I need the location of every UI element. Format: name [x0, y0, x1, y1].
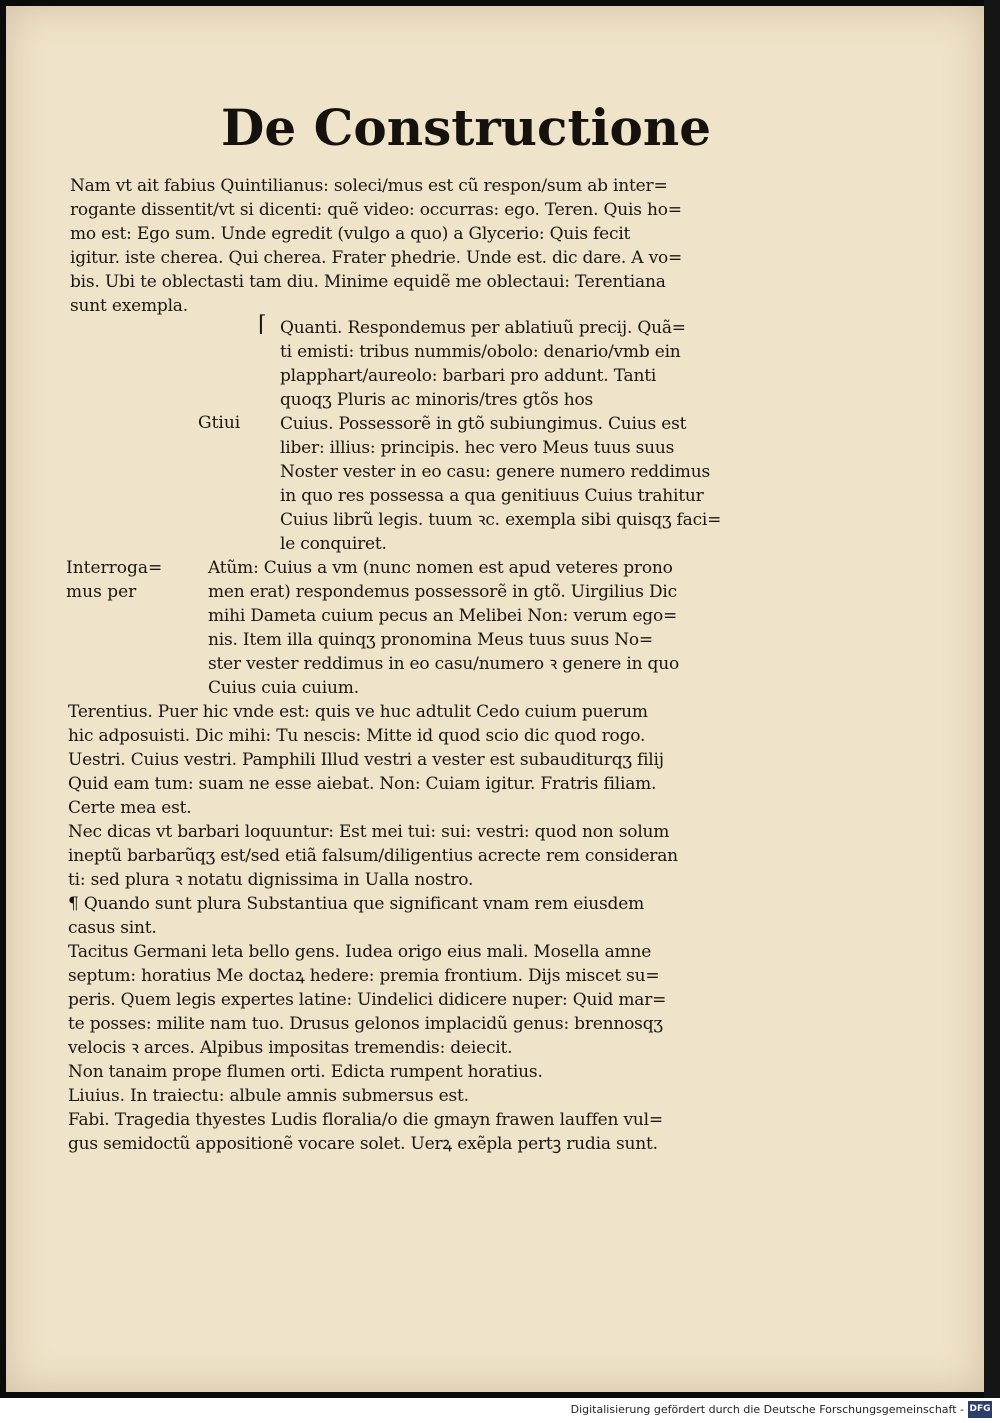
- quanti-block: [280, 316, 686, 412]
- funding-notice: Digitalisierung gefördert durch die Deutsche Forschungsgemeinschaft -: [570, 1403, 964, 1416]
- dfg-logo-icon: DFG: [968, 1401, 992, 1418]
- text-line: Atũm: Cuius a vm (nunc nomen est apud veteres prono: [208, 558, 673, 578]
- text-line: quoqʒ Pluris ac minoris/tres gtõs hos: [280, 390, 594, 410]
- text-line: in quo res possessa a qua genitiuus Cuius trahitur: [280, 486, 704, 506]
- bracket-mark: ⌈: [258, 312, 267, 337]
- text-line: igitur. iste cherea. Qui cherea. Frater phedrie. Unde est. dic dare. A vo=: [70, 248, 683, 268]
- text-line: mihi Dameta cuium pecus an Melibei Non: verum ego=: [208, 606, 678, 626]
- text-line: Fabi. Tragedia thyestes Ludis floralia/o die gmayn frawen lauffen vul=: [68, 1110, 663, 1130]
- text-line: Nec dicas vt barbari loquuntur: Est mei tui: sui: vestri: quod non solum: [68, 822, 670, 842]
- text-line: mo est: Ego sum. Unde egredit (vulgo a quo) a Glycerio: Quis fecit: [70, 224, 631, 244]
- text-line: Liuius. In traiectu: albule amnis submersus est.: [68, 1086, 469, 1106]
- intro-paragraph: [70, 174, 682, 318]
- side-label: [66, 556, 162, 604]
- text-line: men erat) respondemus possessorẽ in gtõ. Uirgilius Dic: [208, 582, 677, 602]
- text-line: Cuius librũ legis. tuum ꝛc. exempla sibi quisqʒ faci=: [280, 510, 722, 530]
- text-line: ineptũ barbarũqʒ est/sed etiã falsum/diligentius acrecte rem consideran: [68, 846, 678, 866]
- text-line: Non tanaim prope flumen orti. Edicta rumpent horatius.: [68, 1062, 543, 1082]
- text-line: Noster vester in eo casu: genere numero reddimus: [280, 462, 710, 482]
- text-line: Tacitus Germani leta bello gens. Iudea origo eius mali. Mosella amne: [68, 942, 652, 962]
- book-page: [6, 6, 984, 1392]
- text-line: rogante dissentit/vt si dicenti: quẽ video: occurras: ego. Teren. Quis ho=: [70, 200, 682, 220]
- text-line: casus sint.: [68, 918, 157, 938]
- text-line: le conquiret.: [280, 534, 387, 554]
- body-paragraphs: [68, 700, 678, 1156]
- text-line: Nam vt ait fabius Quintilianus: soleci/mus est cũ respon/sum ab inter=: [70, 176, 668, 196]
- genitive-label: Gtiui: [198, 413, 241, 433]
- text-line: hic adposuisti. Dic mihi: Tu nescis: Mitte id quod scio dic quod rogo.: [68, 726, 646, 746]
- text-line: nis. Item illa quinqʒ pronomina Meus tuus suus No=: [208, 630, 653, 650]
- cuius-block: [280, 412, 721, 556]
- cuium-block: [208, 556, 679, 700]
- text-line: sunt exempla.: [70, 296, 188, 316]
- book-edge: [984, 0, 1000, 1398]
- text-line: Uestri. Cuius vestri. Pamphili Illud vestri a vester est subauditurqʒ filij: [68, 750, 664, 770]
- page-title: De Constructione: [221, 98, 712, 157]
- text-line: plapphart/aureolo: barbari pro addunt. Tanti: [280, 366, 657, 386]
- text-line: ti emisti: tribus nummis/obolo: denario/vmb ein: [280, 342, 681, 362]
- text-line: Certe mea est.: [68, 798, 192, 818]
- text-line: mus per: [66, 582, 137, 602]
- text-line: Interroga=: [66, 558, 163, 578]
- text-line: te posses: milite nam tuo. Drusus gelonos implacidũ genus: brennosqʒ: [68, 1014, 663, 1034]
- text-line: bis. Ubi te oblectasti tam diu. Minime equidẽ me oblectaui: Terentiana: [70, 272, 666, 292]
- text-line: ti: sed plura ꝛ notatu dignissima in Ualla nostro.: [68, 870, 474, 890]
- text-line: Cuius. Possessorẽ in gtõ subiungimus. Cuius est: [280, 414, 687, 434]
- text-line: ¶ Quando sunt plura Substantiua que significant vnam rem eiusdem: [68, 894, 645, 914]
- text-line: Quanti. Respondemus per ablatiuũ precij. Quã=: [280, 318, 686, 338]
- text-line: Terentius. Puer hic vnde est: quis ve huc adtulit Cedo cuium puerum: [68, 702, 648, 722]
- text-line: Quid eam tum: suam ne esse aiebat. Non: Cuiam igitur. Fratris filiam.: [68, 774, 657, 794]
- footer-bar: [0, 1398, 1000, 1423]
- text-line: velocis ꝛ arces. Alpibus impositas tremendis: deiecit.: [68, 1038, 513, 1058]
- text-line: ster vester reddimus in eo casu/numero ꝛ genere in quo: [208, 654, 679, 674]
- text-line: septum: horatius Me doctaꝝ hedere: premia frontium. Dijs miscet su=: [68, 966, 660, 986]
- text-line: peris. Quem legis expertes latine: Uindelici didicere nuper: Quid mar=: [68, 990, 667, 1010]
- text-line: Cuius cuia cuium.: [208, 678, 359, 698]
- text-line: liber: illius: principis. hec vero Meus tuus suus: [280, 438, 675, 458]
- text-line: gus semidoctũ appositionẽ vocare solet. Uerꝝ exẽpla pertꝫ rudia sunt.: [68, 1134, 658, 1154]
